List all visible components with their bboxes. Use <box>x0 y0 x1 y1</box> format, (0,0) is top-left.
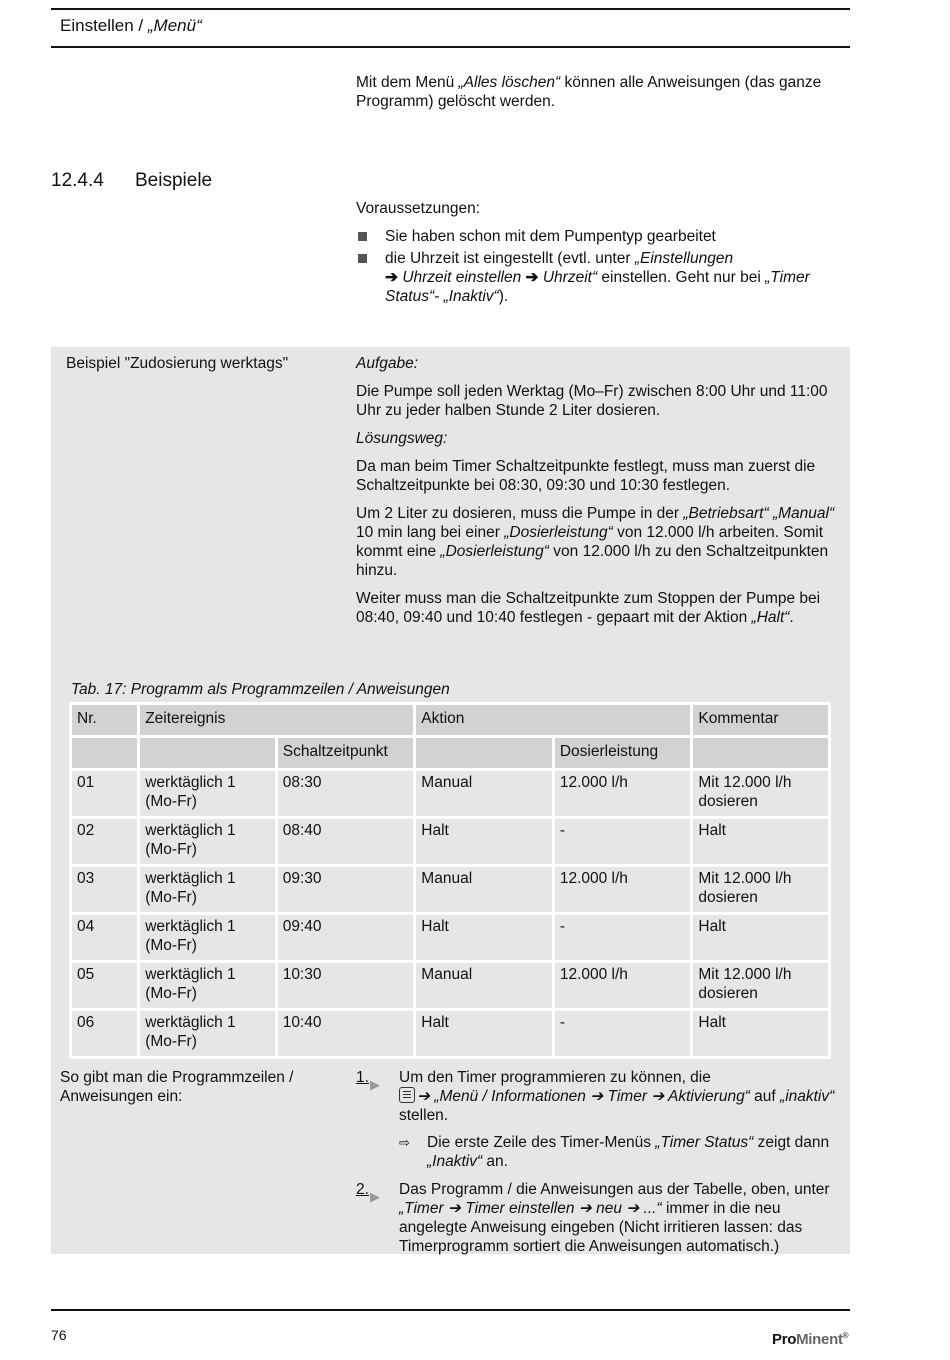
cell-schaltzeitpunkt: 09:30 <box>278 867 414 912</box>
cell-nr: 05 <box>72 963 137 1008</box>
cell-zeitereignis: werktäglich 1 (Mo-Fr) <box>140 771 275 816</box>
header-bottom-rule <box>51 46 850 48</box>
cell-dosierleistung: - <box>555 1011 691 1056</box>
column-subheader: Schaltzeitpunkt <box>278 738 414 768</box>
cell-dosierleistung: - <box>555 819 691 864</box>
cell-kommentar: Halt <box>693 1011 828 1056</box>
arrow-right-icon: ➔ <box>525 269 539 286</box>
column-header: Nr. <box>72 705 137 735</box>
step-arrow-icon: ▶ <box>370 1189 380 1204</box>
cell-nr: 03 <box>72 867 137 912</box>
cell-aktion: Manual <box>416 771 552 816</box>
footer-rule <box>51 1309 850 1311</box>
section-number: 12.4.4 <box>51 170 104 191</box>
page-number: 76 <box>51 1327 67 1343</box>
section-title: Beispiele <box>135 170 213 191</box>
intro-paragraph: Mit dem Menü „Alles löschen“ können alle Anweisungen (das ganze Programm) gelöscht werden. <box>356 74 822 110</box>
cell-aktion: Halt <box>416 819 552 864</box>
running-header-title: Einstellen / „Menü“ <box>60 16 202 35</box>
table-row <box>72 963 828 1008</box>
cell-zeitereignis: werktäglich 1 (Mo-Fr) <box>140 1011 275 1056</box>
cell-dosierleistung: 12.000 l/h <box>555 867 691 912</box>
table-row <box>72 771 828 816</box>
result-text: Die erste Zeile des Timer-Menüs „Timer Status“ zeigt dann „Inaktiv“ an. <box>427 1134 830 1170</box>
list-item: Sie haben schon mit dem Pumpentyp gearbeitet <box>356 227 856 246</box>
solution-paragraph: Um 2 Liter zu dosieren, muss die Pumpe in der „Betriebsart“ „Manual“ 10 min lang bei einer „Dosierleistung“ von 12.000 l/h arbeiten. Somit kommt eine „Dosierleistung“ von 12.000 l/h zu den Schaltzeitpunkten hinzu. <box>356 505 835 579</box>
cell-schaltzeitpunkt: 10:40 <box>278 1011 414 1056</box>
table-subheader-row <box>72 738 828 768</box>
menu-icon <box>399 1087 415 1103</box>
column-subheader <box>693 738 828 768</box>
bullet-square-icon <box>358 232 367 241</box>
step-number: 1. <box>356 1069 369 1086</box>
table-row <box>72 819 828 864</box>
solution-label: Lösungsweg: <box>356 430 448 447</box>
result-arrow-icon: ⇨ <box>399 1135 410 1150</box>
arrow-right-icon: ➔ <box>385 269 398 286</box>
cell-kommentar: Mit 12.000 l/h dosieren <box>693 963 828 1008</box>
list-item: die Uhrzeit ist eingestellt (evtl. unter „Einstellungen ➔ Uhrzeit einstellen ➔ Uhrzeit“ einstellen. Geht nur bei „Timer Status“- „Inaktiv“). <box>356 249 856 306</box>
cell-zeitereignis: werktäglich 1 (Mo-Fr) <box>140 915 275 960</box>
bullet-square-icon <box>358 254 367 263</box>
column-subheader <box>140 738 275 768</box>
cell-nr: 06 <box>72 1011 137 1056</box>
cell-zeitereignis: werktäglich 1 (Mo-Fr) <box>140 819 275 864</box>
table-row <box>72 1011 828 1056</box>
table-header-row <box>72 705 828 735</box>
solution-paragraph: Weiter muss man die Schaltzeitpunkte zum Stoppen der Pumpe bei 08:40, 09:40 und 10:40 festlegen - gepaart mit der Aktion „Halt“. <box>356 590 821 626</box>
cell-kommentar: Mit 12.000 l/h dosieren <box>693 867 828 912</box>
cell-dosierleistung: - <box>555 915 691 960</box>
cell-kommentar: Mit 12.000 l/h dosieren <box>693 771 828 816</box>
table-caption: Tab. 17: Programm als Programmzeilen / Anweisungen <box>71 681 450 698</box>
example-label: Beispiel "Zudosierung werktags" <box>66 355 289 372</box>
cell-nr: 04 <box>72 915 137 960</box>
cell-schaltzeitpunkt: 08:40 <box>278 819 414 864</box>
table-row <box>72 915 828 960</box>
cell-dosierleistung: 12.000 l/h <box>555 963 691 1008</box>
column-header: Kommentar <box>693 705 828 735</box>
cell-schaltzeitpunkt: 10:30 <box>278 963 414 1008</box>
cell-schaltzeitpunkt: 09:40 <box>278 915 414 960</box>
column-subheader: Dosierleistung <box>555 738 691 768</box>
header-top-rule <box>51 8 850 10</box>
cell-zeitereignis: werktäglich 1 (Mo-Fr) <box>140 963 275 1008</box>
step-2 <box>356 1180 841 1256</box>
brand-logo: ProMinent® <box>772 1331 849 1348</box>
step-text: Das Programm / die Anweisungen aus der Tabelle, oben, unter „Timer ➔ Timer einstellen ➔ neu ➔ ...“ immer in die neu angelegte Anweisung eingeben (Nicht irritieren lassen: das Timerprogramm sortiert die Anweisungen automatisch.) <box>399 1181 830 1255</box>
prerequisites-label: Voraussetzungen: <box>356 200 481 217</box>
cell-nr: 02 <box>72 819 137 864</box>
column-header: Zeitereignis <box>140 705 413 735</box>
step-number: 2. <box>356 1181 369 1198</box>
cell-kommentar: Halt <box>693 915 828 960</box>
cell-aktion: Halt <box>416 915 552 960</box>
task-label: Aufgabe: <box>356 355 419 372</box>
cell-aktion: Manual <box>416 867 552 912</box>
cell-aktion: Halt <box>416 1011 552 1056</box>
program-table <box>69 702 831 1059</box>
cell-schaltzeitpunkt: 08:30 <box>278 771 414 816</box>
table-row <box>72 867 828 912</box>
steps-label: So gibt man die Programmzeilen / Anweisungen ein: <box>60 1069 294 1105</box>
step-1 <box>356 1068 841 1128</box>
example-body <box>356 354 836 636</box>
column-subheader <box>72 738 137 768</box>
solution-paragraph: Da man beim Timer Schaltzeitpunkte festlegt, muss man zuerst die Schaltzeitpunkte bei 08:30, 09:30 und 10:30 festlegen. <box>356 458 816 494</box>
cell-dosierleistung: 12.000 l/h <box>555 771 691 816</box>
task-text: Die Pumpe soll jeden Werktag (Mo–Fr) zwischen 8:00 Uhr und 11:00 Uhr zu jeder halben Stunde 2 Liter dosieren. <box>356 383 828 419</box>
cell-zeitereignis: werktäglich 1 (Mo-Fr) <box>140 867 275 912</box>
step-arrow-icon: ▶ <box>370 1077 380 1092</box>
column-subheader <box>416 738 552 768</box>
column-header: Aktion <box>416 705 690 735</box>
cell-aktion: Manual <box>416 963 552 1008</box>
cell-kommentar: Halt <box>693 819 828 864</box>
step-text: Um den Timer programmieren zu können, die ➔ „Menü / Informationen ➔ Timer ➔ Aktivierung“ auf „inaktiv“ stellen. <box>399 1069 835 1124</box>
prerequisites-list <box>356 227 856 309</box>
cell-nr: 01 <box>72 771 137 816</box>
